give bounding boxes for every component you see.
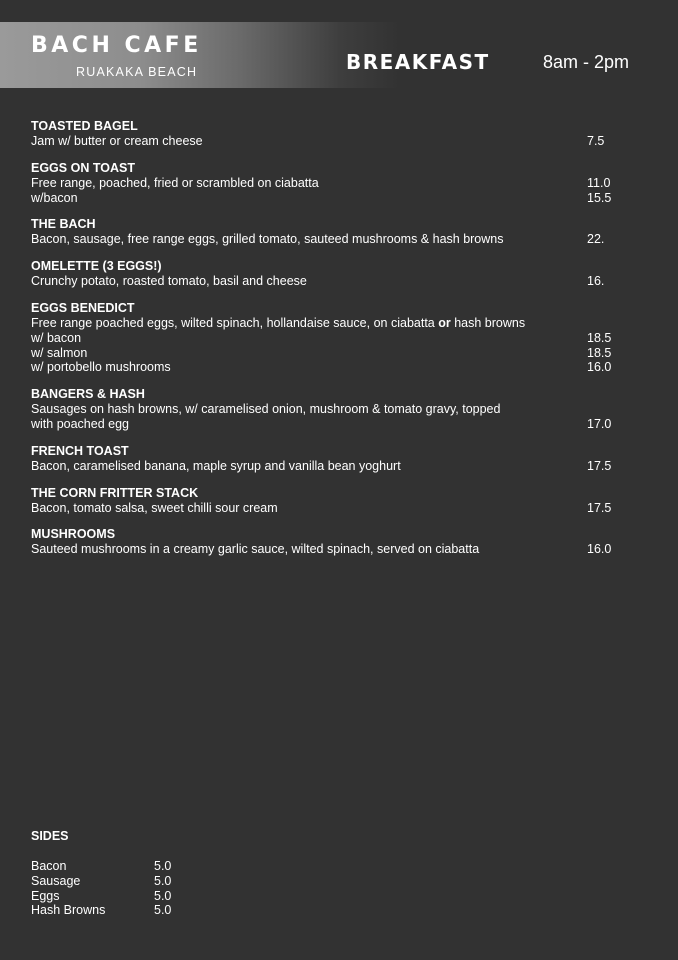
side-item-name: Eggs [31, 888, 60, 903]
menu-item-description: Sauteed mushrooms in a creamy garlic sauce, wilted spinach, served on ciabatta [31, 542, 480, 557]
cafe-location: RUAKAKA BEACH [76, 65, 198, 79]
menu-item-name: MUSHROOMS [31, 527, 116, 542]
menu-item-line [31, 542, 621, 557]
menu-item-line [31, 346, 621, 361]
menu-item-price: 16.0 [587, 360, 612, 375]
menu-item-description: Jam w/ butter or cream cheese [31, 134, 203, 148]
menu-item [31, 387, 621, 432]
cafe-name: BACH CAFE [31, 33, 202, 58]
menu-item-description: Sausages on hash browns, w/ caramelised onion, mushroom & tomato gravy, topped [31, 402, 501, 417]
menu-item-line [31, 501, 621, 516]
menu-item-description: Bacon, tomato salsa, sweet chilli sour cream [31, 500, 278, 515]
menu-items [31, 119, 621, 569]
menu-item-price: 17.5 [587, 458, 612, 473]
menu-item [31, 161, 621, 206]
menu-item-price: 18.5 [587, 345, 612, 360]
sides-list [31, 859, 171, 918]
menu-item-name: EGGS ON TOAST [31, 160, 135, 175]
side-item [31, 889, 171, 904]
side-item-price: 5.0 [154, 873, 172, 888]
menu-item-price: 22. [587, 232, 605, 247]
menu-item-price: 16. [587, 274, 605, 289]
menu-item-description: w/ bacon [31, 330, 82, 345]
menu-item-price: 15.5 [587, 190, 612, 205]
description-part: Free range poached eggs, wilted spinach, hollandaise sauce, on ciabatta [31, 315, 439, 330]
menu-item-price: 16.0 [587, 542, 612, 557]
menu-item-price: 18.5 [587, 330, 612, 345]
sides-section [31, 829, 171, 918]
menu-item-price: 17.5 [587, 500, 612, 515]
side-item [31, 903, 171, 918]
menu-item [31, 119, 621, 149]
menu-item-line [31, 402, 621, 417]
menu-item-description: w/bacon [31, 190, 78, 205]
menu-item-description [31, 316, 525, 331]
menu-item-line [31, 232, 621, 247]
menu-item-name: OMELETTE (3 EGGS!) [31, 259, 162, 274]
menu-item-line [31, 274, 621, 289]
side-item [31, 874, 171, 889]
menu-item-name: FRENCH TOAST [31, 443, 129, 458]
menu-item-line [31, 134, 621, 149]
menu-item-name: EGGS BENEDICT [31, 300, 135, 315]
menu-item-line [31, 316, 621, 331]
menu-item [31, 527, 621, 557]
side-item-price: 5.0 [154, 859, 172, 873]
menu-item-description: Free range, poached, fried or scrambled on ciabatta [31, 175, 319, 190]
menu-item [31, 217, 621, 247]
menu-item-line [31, 176, 621, 191]
menu-item-price: 17.0 [587, 416, 612, 431]
side-item-name: Sausage [31, 873, 81, 888]
menu-item [31, 486, 621, 516]
menu-item-name: TOASTED BAGEL [31, 119, 138, 133]
menu-item-description: w/ portobello mushrooms [31, 360, 171, 375]
menu-hours: 8am - 2pm [543, 52, 630, 72]
menu-item [31, 301, 621, 375]
menu-item-name: THE BACH [31, 217, 96, 232]
menu-item-line [31, 331, 621, 346]
description-part: hash browns [450, 315, 526, 330]
menu-item-price: 7.5 [587, 134, 605, 148]
side-item-price: 5.0 [154, 903, 172, 918]
menu-item-description: Crunchy potato, roasted tomato, basil and cheese [31, 274, 307, 289]
menu-item-price [587, 316, 621, 331]
menu-item-price: 11.0 [587, 175, 611, 190]
menu-item [31, 444, 621, 474]
menu-item-description: Bacon, caramelised banana, maple syrup and vanilla bean yoghurt [31, 458, 401, 473]
description-emphasis: or [438, 315, 451, 330]
menu-item [31, 259, 621, 289]
menu-item-line [31, 360, 621, 375]
menu-item-description: with poached egg [31, 416, 129, 431]
menu-item-line [31, 459, 621, 474]
menu-item-description: Bacon, sausage, free range eggs, grilled tomato, sauteed mushrooms & hash browns [31, 232, 504, 247]
side-item-price: 5.0 [154, 888, 172, 903]
menu-item-line [31, 191, 621, 206]
side-item [31, 859, 171, 874]
menu-title: BREAKFAST [346, 50, 490, 74]
menu-item-line [31, 417, 621, 432]
side-item-name: Bacon [31, 859, 67, 873]
side-item-name: Hash Browns [31, 903, 106, 918]
menu-item-price [587, 402, 621, 417]
menu-item-name: BANGERS & HASH [31, 387, 145, 402]
menu-item-description: w/ salmon [31, 345, 88, 360]
menu-item-name: THE CORN FRITTER STACK [31, 485, 199, 500]
sides-title: SIDES [31, 829, 69, 843]
